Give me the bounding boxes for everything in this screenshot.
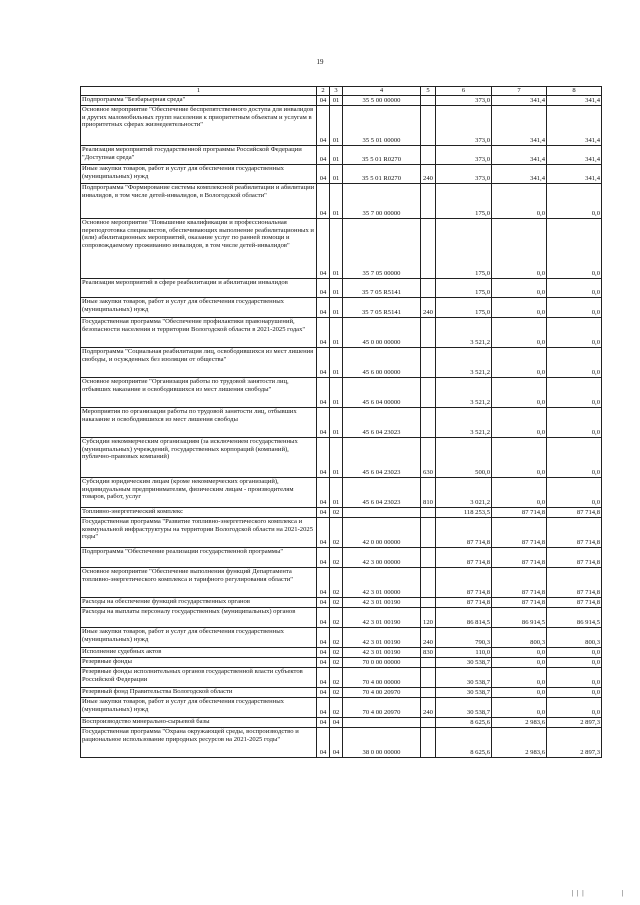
expense-type-cell [421,105,436,145]
amount-year1-cell: 373,0 [436,105,492,145]
amount-year3-cell: 0,0 [547,477,602,507]
target-article-cell: 35 5 00 00000 [343,95,421,105]
row-name-cell: Резервный фонд Правительства Вологодской области [81,687,317,697]
table-row [81,183,602,218]
subsection-code-cell: 01 [330,278,343,297]
section-code-cell: 04 [317,607,330,627]
row-name-cell: Резервные фонды [81,657,317,667]
expense-type-cell [421,657,436,667]
row-name-cell: Основное мероприятие "Повышение квалификации и профессиональная переподготовка специалистов, обеспечивающих выполнение реабилитационных и (или) абилитационных мероприятий, оказание услуг по ранней помощи и сопровождаемому проживанию инвалидов, в том числе детей-инвалидов" [81,218,317,278]
amount-year2-cell: 0,0 [492,317,547,347]
target-article-cell [343,507,421,517]
section-code-cell: 04 [317,218,330,278]
subsection-code-cell: 02 [330,567,343,597]
subsection-code-cell: 01 [330,145,343,164]
section-code-cell: 04 [317,164,330,183]
table-row [81,347,602,377]
amount-year3-cell: 341,4 [547,105,602,145]
expense-type-cell [421,717,436,727]
footer-mark: | [622,889,624,897]
amount-year2-cell: 341,4 [492,164,547,183]
target-article-cell: 42 3 01 00190 [343,627,421,647]
table-row [81,278,602,297]
amount-year2-cell: 341,4 [492,145,547,164]
amount-year3-cell: 2 897,3 [547,717,602,727]
target-article-cell: 38 0 00 00000 [343,727,421,757]
subsection-code-cell: 02 [330,667,343,687]
expense-type-cell: 240 [421,297,436,317]
target-article-cell: 45 6 00 00000 [343,347,421,377]
section-code-cell: 04 [317,687,330,697]
subsection-code-cell: 01 [330,437,343,477]
section-code-cell: 04 [317,727,330,757]
row-name-cell: Расходы на обеспечение функций государственных органов [81,597,317,607]
target-article-cell: 42 3 01 00190 [343,647,421,657]
amount-year1-cell: 30 538,7 [436,657,492,667]
amount-year2-cell: 0,0 [492,297,547,317]
header-cell: 2 [317,87,330,96]
amount-year3-cell: 86 914,5 [547,607,602,627]
table-row [81,727,602,757]
amount-year2-cell: 0,0 [492,657,547,667]
target-article-cell: 35 7 00 00000 [343,183,421,218]
amount-year2-cell: 87 714,8 [492,597,547,607]
table-row [81,697,602,717]
target-article-cell: 35 7 05 R5141 [343,278,421,297]
section-code-cell: 04 [317,377,330,407]
section-code-cell: 04 [317,647,330,657]
subsection-code-cell: 01 [330,377,343,407]
section-code-cell: 04 [317,297,330,317]
amount-year3-cell: 0,0 [547,657,602,667]
table-row [81,647,602,657]
amount-year2-cell: 0,0 [492,437,547,477]
row-name-cell: Иные закупки товаров, работ и услуг для обеспечения государственных (муниципальных) нужд [81,627,317,647]
target-article-cell: 45 6 04 23023 [343,477,421,507]
amount-year1-cell: 500,0 [436,437,492,477]
row-name-cell: Подпрограмма "Безбарьерная среда" [81,95,317,105]
amount-year1-cell: 30 538,7 [436,697,492,717]
target-article-cell: 45 6 04 23023 [343,407,421,437]
amount-year3-cell: 87 714,8 [547,547,602,567]
subsection-code-cell: 02 [330,607,343,627]
target-article-cell: 35 7 05 R5141 [343,297,421,317]
amount-year1-cell: 175,0 [436,278,492,297]
section-code-cell: 04 [317,717,330,727]
expense-type-cell [421,517,436,547]
table-header-row [81,87,602,96]
amount-year2-cell: 0,0 [492,697,547,717]
expense-type-cell: 240 [421,164,436,183]
subsection-code-cell: 01 [330,347,343,377]
table-row [81,145,602,164]
amount-year3-cell: 2 897,3 [547,727,602,757]
section-code-cell: 04 [317,105,330,145]
header-cell: 5 [421,87,436,96]
amount-year2-cell: 0,0 [492,377,547,407]
row-name-cell: Резервные фонды исполнительных органов государственной власти субъектов Российской Федерации [81,667,317,687]
row-name-cell: Государственная программа "Охрана окружающей среды, воспроизводство и рациональное использование природных ресурсов на 2021-2025 годы" [81,727,317,757]
table-row [81,164,602,183]
amount-year1-cell: 373,0 [436,145,492,164]
row-name-cell: Основное мероприятие "Организация работы по трудовой занятости лиц, отбывших наказание и освободившихся из мест лишения свободы" [81,377,317,407]
amount-year3-cell: 800,3 [547,627,602,647]
target-article-cell: 45 6 04 23023 [343,437,421,477]
expense-type-cell [421,407,436,437]
target-article-cell: 70 0 00 00000 [343,657,421,667]
amount-year1-cell: 87 714,8 [436,547,492,567]
header-cell: 1 [81,87,317,96]
amount-year3-cell: 0,0 [547,407,602,437]
page-number: 19 [316,58,324,66]
table-row [81,477,602,507]
amount-year2-cell: 341,4 [492,105,547,145]
target-article-cell: 42 0 00 00000 [343,517,421,547]
row-name-cell: Топливно-энергетический комплекс [81,507,317,517]
amount-year2-cell: 0,0 [492,218,547,278]
table-row [81,95,602,105]
subsection-code-cell: 01 [330,218,343,278]
table-row [81,657,602,667]
target-article-cell: 70 4 00 20970 [343,687,421,697]
table-row [81,597,602,607]
table-row [81,687,602,697]
amount-year1-cell: 175,0 [436,218,492,278]
expense-type-cell: 120 [421,607,436,627]
amount-year3-cell: 0,0 [547,687,602,697]
amount-year3-cell: 0,0 [547,278,602,297]
expense-type-cell [421,727,436,757]
amount-year1-cell: 175,0 [436,297,492,317]
amount-year1-cell: 3 521,2 [436,347,492,377]
amount-year1-cell: 8 625,6 [436,727,492,757]
subsection-code-cell: 04 [330,717,343,727]
subsection-code-cell: 01 [330,477,343,507]
row-name-cell: Реализация мероприятий в сфере реабилитации и абилитации инвалидов [81,278,317,297]
amount-year1-cell: 87 714,8 [436,597,492,607]
section-code-cell: 04 [317,95,330,105]
row-name-cell: Основное мероприятие "Обеспечение выполнения функций Департамента топливно-энергетического комплекса и тарифного регулирования области" [81,567,317,597]
amount-year2-cell: 87 714,8 [492,567,547,597]
expense-type-cell: 830 [421,647,436,657]
target-article-cell: 35 5 01 R0270 [343,164,421,183]
row-name-cell: Расходы на выплаты персоналу государственных (муниципальных) органов [81,607,317,627]
section-code-cell: 04 [317,278,330,297]
expense-type-cell [421,687,436,697]
amount-year2-cell: 87 714,8 [492,517,547,547]
amount-year3-cell: 341,4 [547,95,602,105]
amount-year2-cell: 0,0 [492,183,547,218]
amount-year1-cell: 373,0 [436,95,492,105]
section-code-cell: 04 [317,183,330,218]
amount-year2-cell: 0,0 [492,477,547,507]
row-name-cell: Мероприятия по организации работы по трудовой занятости лиц, отбывших наказание и освободившихся из мест лишения свободы [81,407,317,437]
amount-year3-cell: 0,0 [547,183,602,218]
amount-year3-cell: 341,4 [547,164,602,183]
header-cell: 7 [492,87,547,96]
amount-year1-cell: 3 021,2 [436,477,492,507]
amount-year2-cell: 2 983,6 [492,727,547,757]
section-code-cell: 04 [317,567,330,597]
row-name-cell: Основное мероприятие "Обеспечение беспрепятственного доступа для инвалидов и других маломобильных групп населения к приоритетным объектам и услугам в приоритетных сферах жизнедеятельности" [81,105,317,145]
section-code-cell: 04 [317,347,330,377]
row-name-cell: Подпрограмма "Обеспечение реализации государственной программы" [81,547,317,567]
section-code-cell: 04 [317,507,330,517]
subsection-code-cell: 01 [330,407,343,437]
amount-year3-cell: 0,0 [547,297,602,317]
amount-year2-cell: 0,0 [492,667,547,687]
section-code-cell: 04 [317,477,330,507]
row-name-cell: Подпрограмма "Социальная реабилитация лиц, освободившихся из мест лишения свободы, и осужденных без изоляции от общества" [81,347,317,377]
target-article-cell: 70 4 00 20970 [343,697,421,717]
table-row [81,567,602,597]
amount-year1-cell: 110,0 [436,647,492,657]
expense-type-cell [421,667,436,687]
expense-type-cell: 240 [421,697,436,717]
table-row [81,717,602,727]
table-row [81,607,602,627]
section-code-cell: 04 [317,597,330,607]
expense-type-cell [421,317,436,347]
section-code-cell: 04 [317,317,330,347]
table-row [81,507,602,517]
target-article-cell: 35 5 01 R0270 [343,145,421,164]
amount-year3-cell: 341,4 [547,145,602,164]
subsection-code-cell: 02 [330,657,343,667]
target-article-cell: 35 7 05 00000 [343,218,421,278]
section-code-cell: 04 [317,407,330,437]
amount-year1-cell: 118 253,5 [436,507,492,517]
expense-type-cell [421,377,436,407]
expense-type-cell [421,347,436,377]
table-row [81,437,602,477]
amount-year1-cell: 373,0 [436,164,492,183]
subsection-code-cell: 01 [330,105,343,145]
amount-year1-cell: 87 714,8 [436,567,492,597]
amount-year2-cell: 341,4 [492,95,547,105]
row-name-cell: Исполнение судебных актов [81,647,317,657]
amount-year3-cell: 87 714,8 [547,597,602,607]
table-row [81,667,602,687]
amount-year1-cell: 30 538,7 [436,667,492,687]
section-code-cell: 04 [317,697,330,717]
section-code-cell: 04 [317,667,330,687]
amount-year3-cell: 0,0 [547,667,602,687]
header-cell: 4 [343,87,421,96]
section-code-cell: 04 [317,627,330,647]
expense-type-cell [421,145,436,164]
amount-year3-cell: 0,0 [547,437,602,477]
subsection-code-cell: 01 [330,164,343,183]
table-row [81,105,602,145]
target-article-cell: 45 6 04 00000 [343,377,421,407]
amount-year1-cell: 175,0 [436,183,492,218]
subsection-code-cell: 04 [330,727,343,757]
amount-year2-cell: 800,3 [492,627,547,647]
row-name-cell: Государственная программа "Развитие топливно-энергетического комплекса и коммунальной инфраструктуры на территории Вологодской области на 2021-2025 годы" [81,517,317,547]
row-name-cell: Подпрограмма "Формирование системы комплексной реабилитации и абилитации инвалидов, в том числе детей-инвалидов, в Вологодской области" [81,183,317,218]
row-name-cell: Воспроизводство минерально-сырьевой базы [81,717,317,727]
subsection-code-cell: 02 [330,547,343,567]
table-row [81,627,602,647]
amount-year2-cell: 87 714,8 [492,507,547,517]
expense-type-cell [421,95,436,105]
header-cell: 8 [547,87,602,96]
expense-type-cell [421,278,436,297]
amount-year2-cell: 0,0 [492,687,547,697]
amount-year1-cell: 30 538,7 [436,687,492,697]
amount-year3-cell: 0,0 [547,377,602,407]
subsection-code-cell: 01 [330,183,343,218]
table-row [81,317,602,347]
row-name-cell: Субсидии юридическим лицам (кроме некоммерческих организаций), индивидуальным предпринимателям, физическим лицам - производителям товаров, работ, услуг [81,477,317,507]
subsection-code-cell: 01 [330,297,343,317]
amount-year1-cell: 86 814,5 [436,607,492,627]
row-name-cell: Иные закупки товаров, работ и услуг для обеспечения государственных (муниципальных) нужд [81,297,317,317]
subsection-code-cell: 02 [330,597,343,607]
expense-type-cell: 240 [421,627,436,647]
amount-year2-cell: 87 714,8 [492,547,547,567]
amount-year2-cell: 0,0 [492,647,547,657]
target-article-cell [343,717,421,727]
table-row [81,517,602,547]
row-name-cell: Субсидии некоммерческим организациям (за исключением государственных (муниципальных) учреждений, государственных корпораций (компаний), публично-правовых компаний) [81,437,317,477]
amount-year2-cell: 2 983,6 [492,717,547,727]
budget-table [80,86,602,758]
expense-type-cell: 810 [421,477,436,507]
expense-type-cell [421,547,436,567]
amount-year1-cell: 87 714,8 [436,517,492,547]
target-article-cell: 42 3 01 00000 [343,567,421,597]
amount-year3-cell: 87 714,8 [547,567,602,597]
subsection-code-cell: 02 [330,507,343,517]
row-name-cell: Реализация мероприятий государственной программы Российской Федерации "Доступная среда" [81,145,317,164]
amount-year3-cell: 0,0 [547,647,602,657]
target-article-cell: 42 3 01 00190 [343,597,421,607]
expense-type-cell [421,567,436,597]
table-row [81,547,602,567]
amount-year2-cell: 0,0 [492,347,547,377]
amount-year3-cell: 87 714,8 [547,517,602,547]
target-article-cell: 35 5 01 00000 [343,105,421,145]
subsection-code-cell: 02 [330,697,343,717]
expense-type-cell [421,597,436,607]
header-cell: 6 [436,87,492,96]
row-name-cell: Иные закупки товаров, работ и услуг для обеспечения государственных (муниципальных) нужд [81,697,317,717]
target-article-cell: 45 0 00 00000 [343,317,421,347]
amount-year3-cell: 0,0 [547,317,602,347]
header-cell: 3 [330,87,343,96]
amount-year1-cell: 8 625,6 [436,717,492,727]
expense-type-cell [421,218,436,278]
expense-type-cell [421,183,436,218]
target-article-cell: 42 3 01 00190 [343,607,421,627]
amount-year3-cell: 0,0 [547,347,602,377]
amount-year3-cell: 87 714,8 [547,507,602,517]
amount-year1-cell: 790,3 [436,627,492,647]
amount-year2-cell: 0,0 [492,407,547,437]
subsection-code-cell: 01 [330,95,343,105]
table-row [81,377,602,407]
subsection-code-cell: 02 [330,687,343,697]
footer-marks: | | | [572,889,585,897]
row-name-cell: Иные закупки товаров, работ и услуг для обеспечения государственных (муниципальных) нужд [81,164,317,183]
table-row [81,218,602,278]
subsection-code-cell: 02 [330,627,343,647]
amount-year1-cell: 3 521,2 [436,377,492,407]
subsection-code-cell: 02 [330,647,343,657]
section-code-cell: 04 [317,437,330,477]
section-code-cell: 04 [317,547,330,567]
subsection-code-cell: 02 [330,517,343,547]
amount-year1-cell: 3 521,2 [436,407,492,437]
section-code-cell: 04 [317,145,330,164]
section-code-cell: 04 [317,517,330,547]
section-code-cell: 04 [317,657,330,667]
table-row [81,297,602,317]
amount-year3-cell: 0,0 [547,218,602,278]
subsection-code-cell: 01 [330,317,343,347]
amount-year2-cell: 0,0 [492,278,547,297]
row-name-cell: Государственная программа "Обеспечение профилактики правонарушений, безопасности населения и территории Вологодской области в 2021-2025 годах" [81,317,317,347]
expense-type-cell: 630 [421,437,436,477]
amount-year2-cell: 86 914,5 [492,607,547,627]
target-article-cell: 42 3 00 00000 [343,547,421,567]
expense-type-cell [421,507,436,517]
table-row [81,407,602,437]
target-article-cell: 70 4 00 00000 [343,667,421,687]
amount-year1-cell: 3 521,2 [436,317,492,347]
amount-year3-cell: 0,0 [547,697,602,717]
